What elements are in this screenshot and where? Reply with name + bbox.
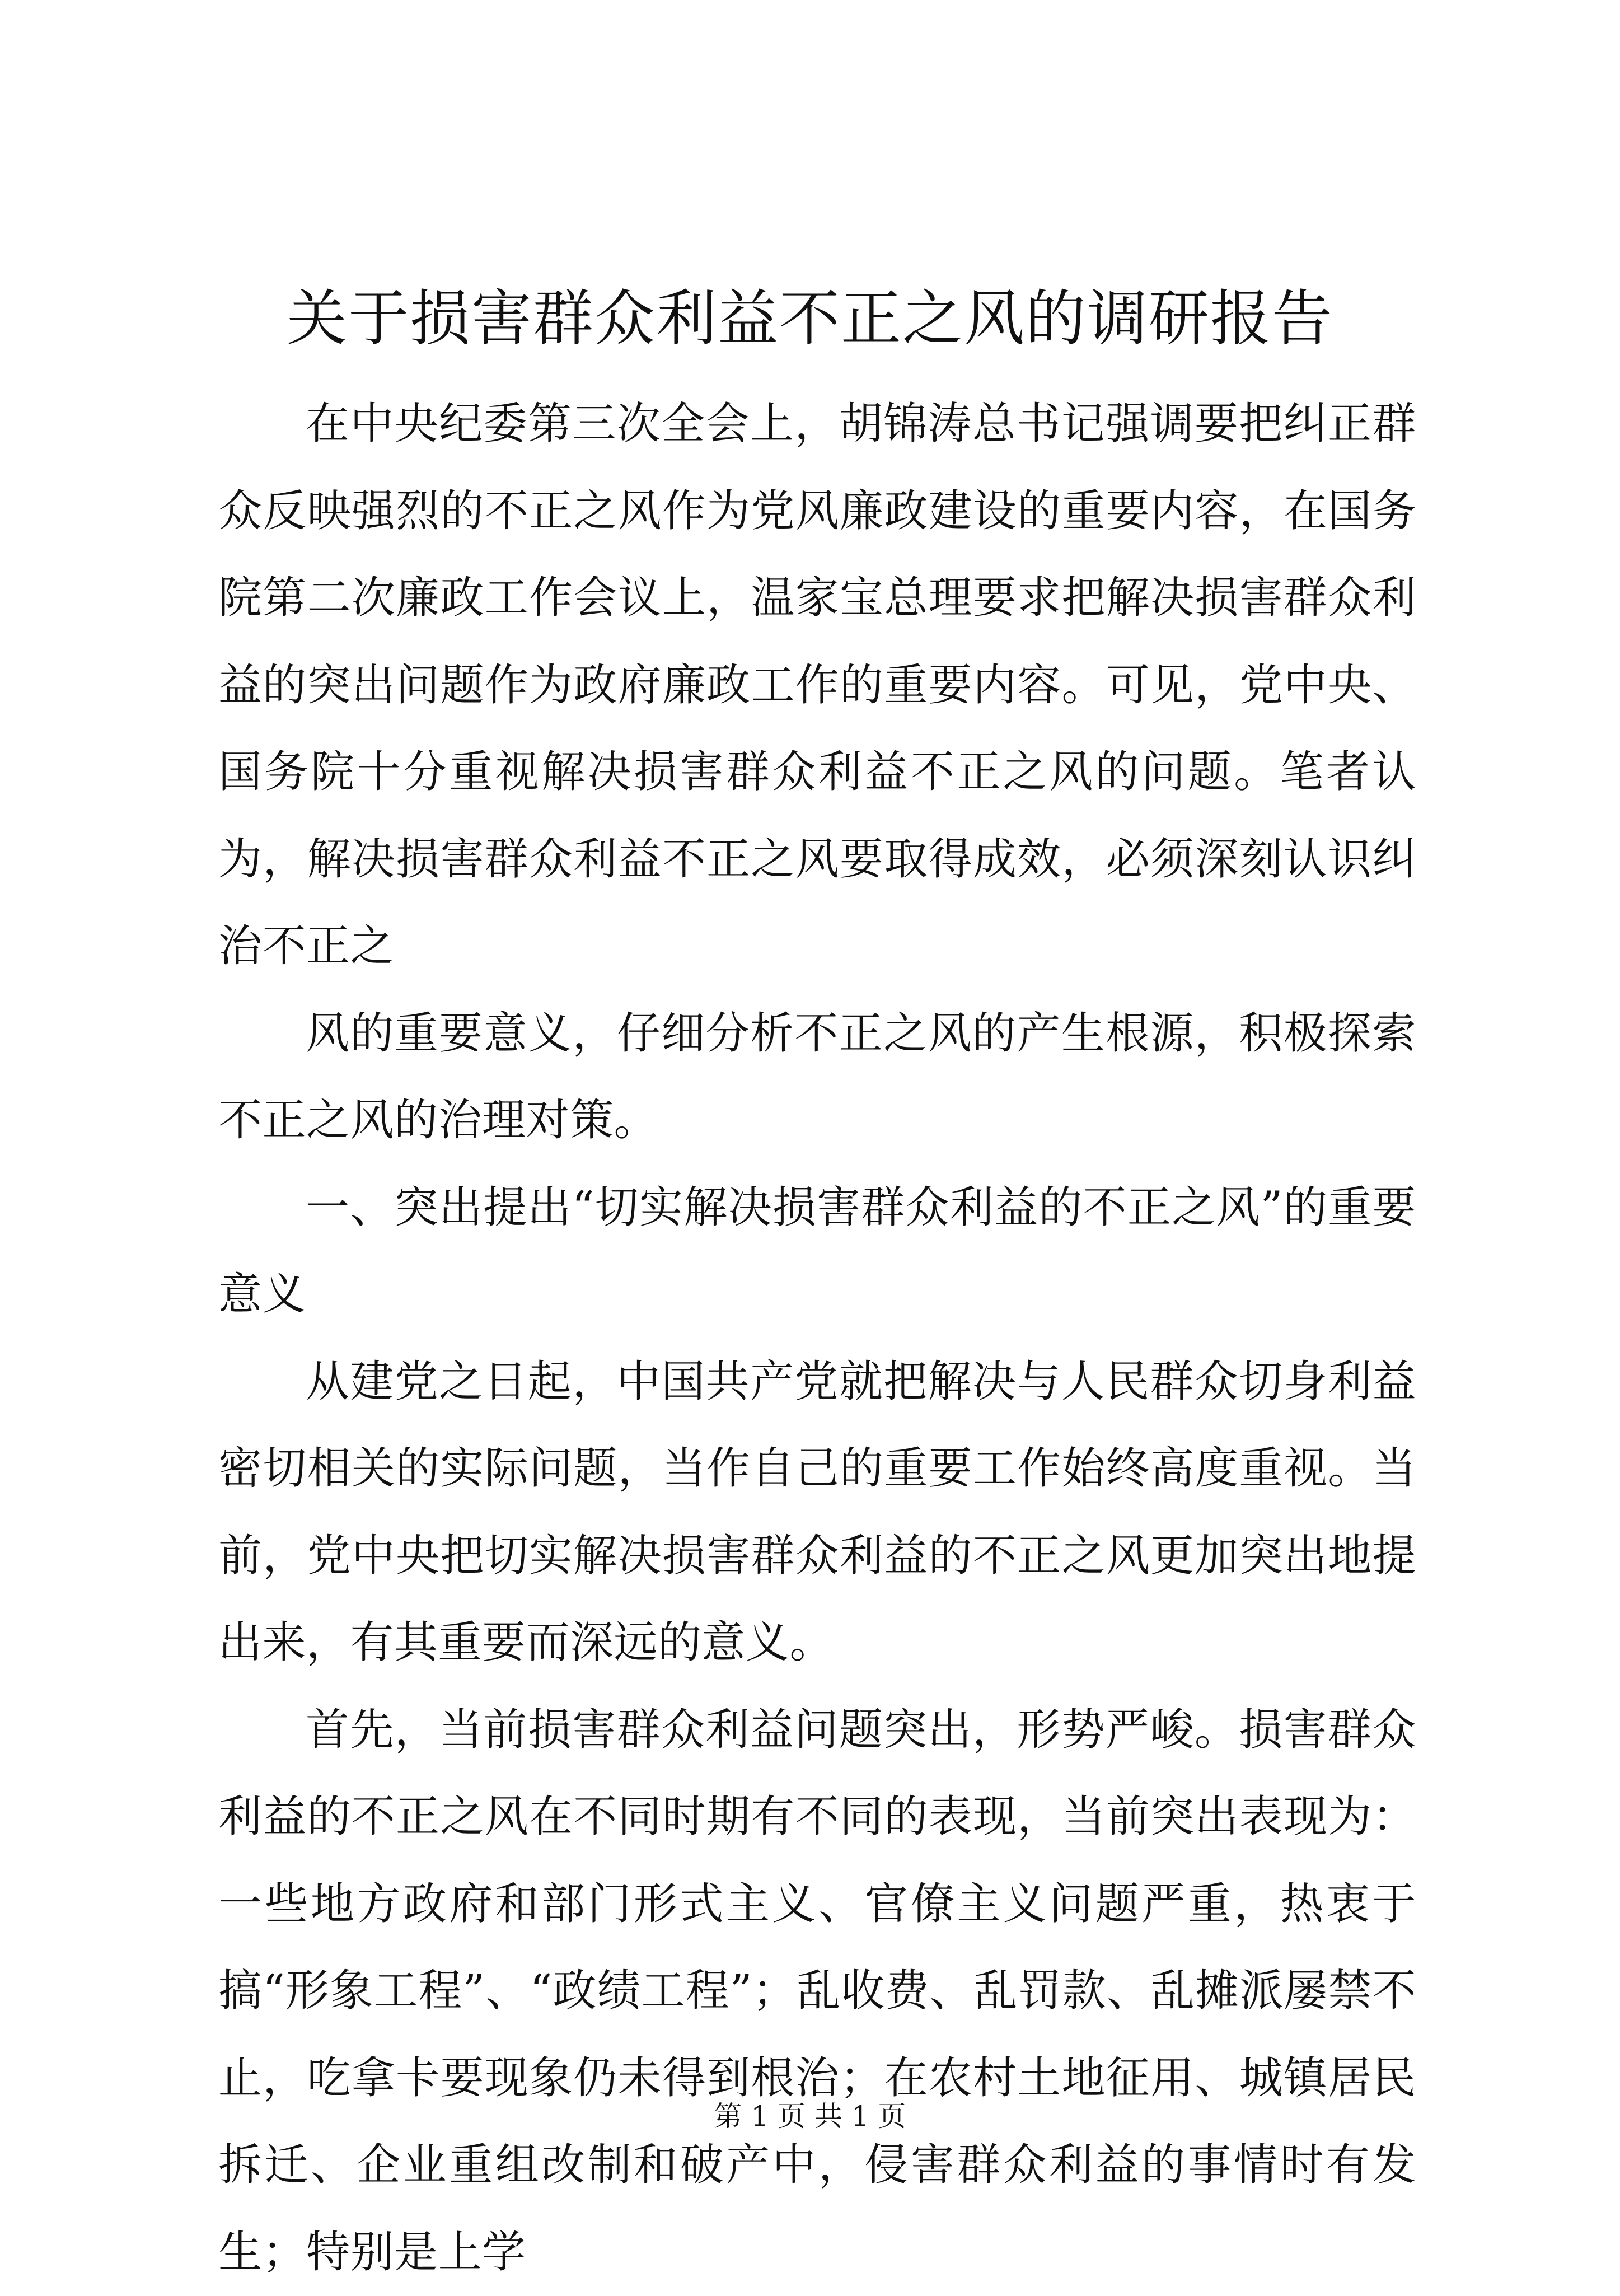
paragraph-party-history: 从建党之日起，中国共产党就把解决与人民群众切身利益密切相关的实际问题，当作自己的重要工作始终高度重视。当前，党中央把切实解决损害群众利益的不正之风更加突出地提出来，有其重要而深远的意义。 xyxy=(218,1339,1416,1687)
page-number-footer: 第 1 页 共 1 页 xyxy=(0,2099,1620,2133)
paragraph-intro-continued: 风的重要意义，仔细分析不正之风的产生根源，积极探索不正之风的治理对策。 xyxy=(218,990,1416,1165)
paragraph-intro: 在中央纪委第三次全会上，胡锦涛总书记强调要把纠正群众反映强烈的不正之风作为党风廉政建设的重要内容，在国务院第二次廉政工作会议上，温家宝总理要求把解决损害群众利益的突出问题作为政府廉政工作的重要内容。可见，党中央、国务院十分重视解决损害群众利益不正之风的问题。笔者认为，解决损害群众利益不正之风要取得成效，必须深刻认识纠治不正之 xyxy=(218,381,1416,990)
paragraph-first-point: 首先，当前损害群众利益问题突出，形势严峻。损害群众利益的不正之风在不同时期有不同的表现，当前突出表现为：一些地方政府和部门形式主义、官僚主义问题严重，热衷于搞“形象工程”、“政绩工程”；乱收费、乱罚款、乱摊派屡禁不止，吃拿卡要现象仍未得到根治；在农村土地征用、城镇居民拆迁、企业重组改制和破产中，侵害群众利益的事情时有发生；特别是上学 xyxy=(218,1687,1416,2296)
document-title: 关于损害群众利益不正之风的调研报告 xyxy=(168,280,1452,358)
section-heading-1: 一、突出提出“切实解决损害群众利益的不正之风”的重要意义 xyxy=(218,1165,1416,1339)
document-body xyxy=(218,381,1416,2296)
